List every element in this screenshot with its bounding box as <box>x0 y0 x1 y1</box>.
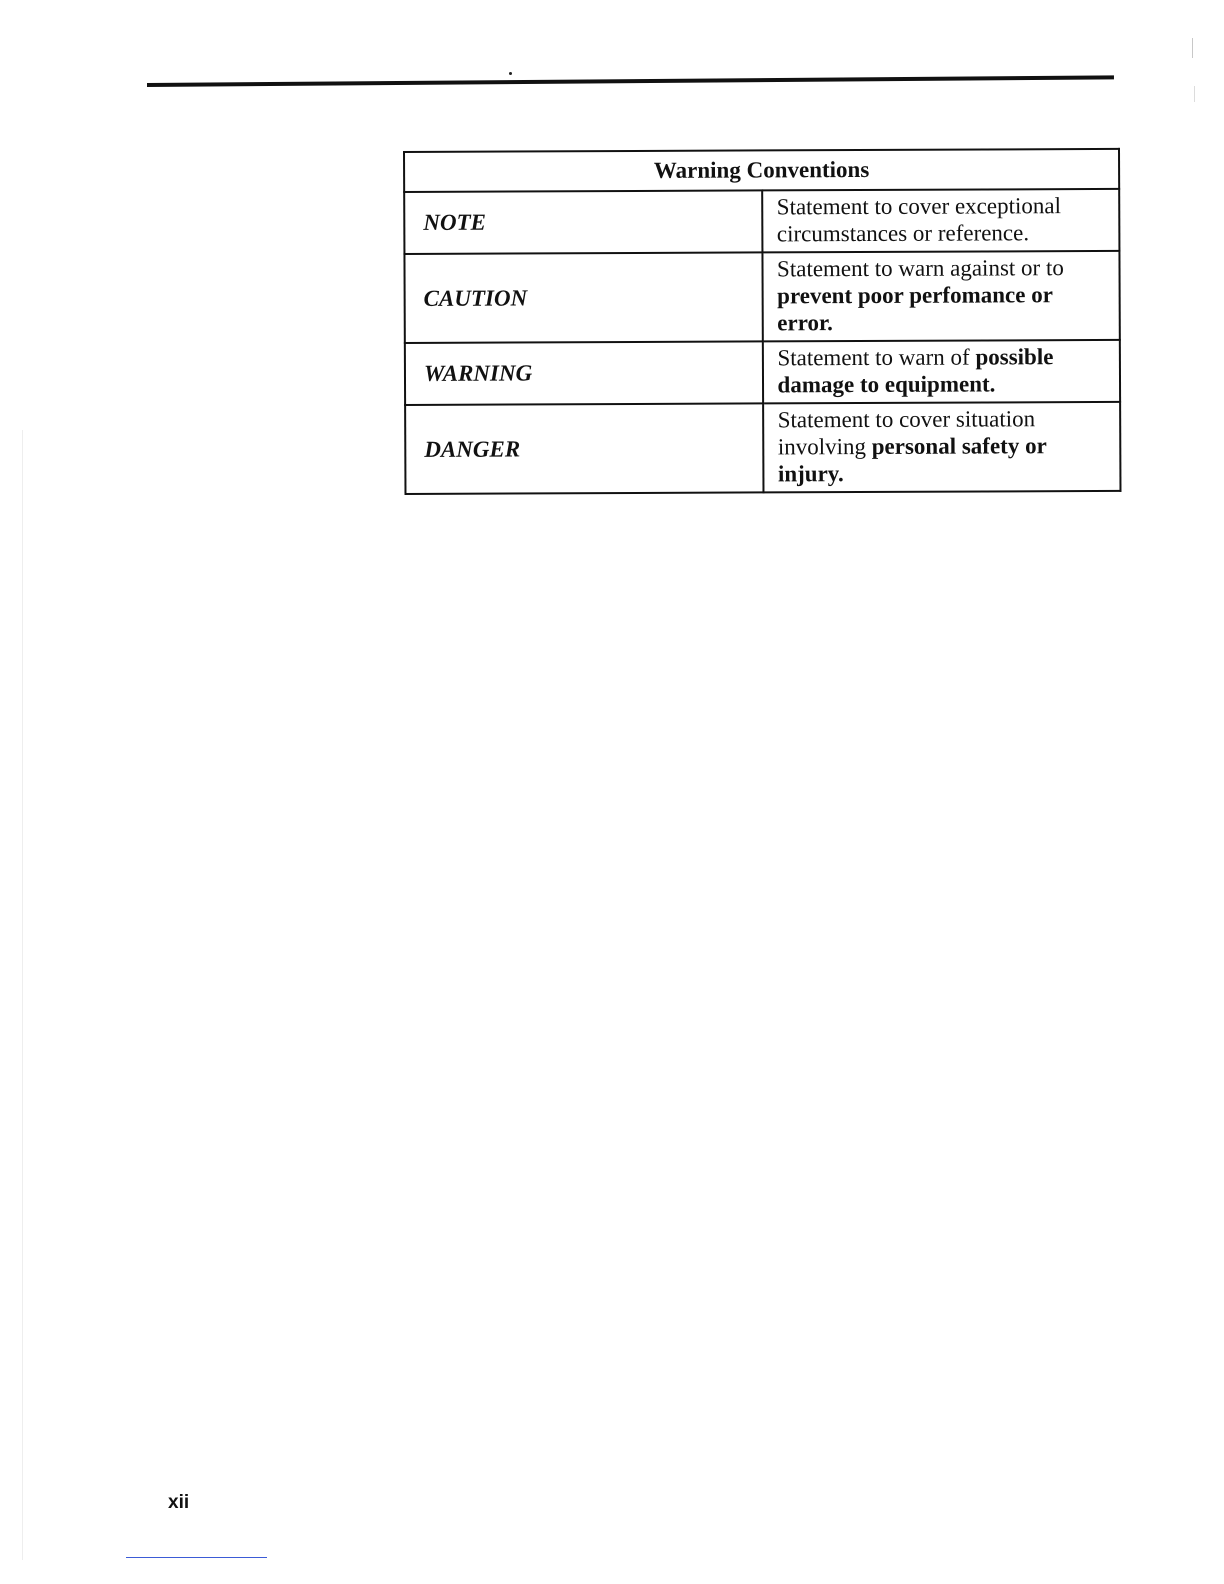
table-row <box>404 189 1119 254</box>
scan-edge-line <box>22 430 23 1560</box>
warning-conventions-table-wrapper <box>403 148 1121 495</box>
row-description-note <box>762 189 1120 253</box>
table-title: Warning Conventions <box>404 149 1119 192</box>
row-description-caution <box>762 251 1120 342</box>
description-emphasis: personal safety or injury. <box>777 433 1047 487</box>
table-header-row <box>404 149 1119 192</box>
row-label-caution: CAUTION <box>404 252 762 343</box>
description-text: Statement to cover situation involving <box>777 406 1036 460</box>
header-rule <box>147 75 1114 87</box>
row-description-danger <box>763 402 1121 493</box>
description-text: Statement to cover exceptional circumstances or reference. <box>776 193 1062 247</box>
row-label-warning: WARNING <box>405 341 763 405</box>
row-label-note: NOTE <box>404 190 762 254</box>
bottom-link-underline <box>126 1557 267 1558</box>
scan-edge-mark <box>1192 38 1193 58</box>
scan-speck <box>509 72 512 75</box>
description-text: Statement to warn against or to <box>776 255 1064 282</box>
page-number: xii <box>168 1492 190 1513</box>
scan-edge-mark <box>1194 86 1195 102</box>
description-emphasis: possible damage to equipment. <box>777 344 1054 398</box>
warning-conventions-table <box>403 148 1121 495</box>
table-row <box>405 340 1120 405</box>
row-description-warning <box>762 340 1120 404</box>
table-row <box>404 251 1119 343</box>
description-text: Statement to warn of <box>777 344 976 371</box>
table-row <box>405 402 1120 494</box>
description-emphasis: prevent poor perfomance or error. <box>777 282 1053 336</box>
row-label-danger: DANGER <box>405 403 763 494</box>
